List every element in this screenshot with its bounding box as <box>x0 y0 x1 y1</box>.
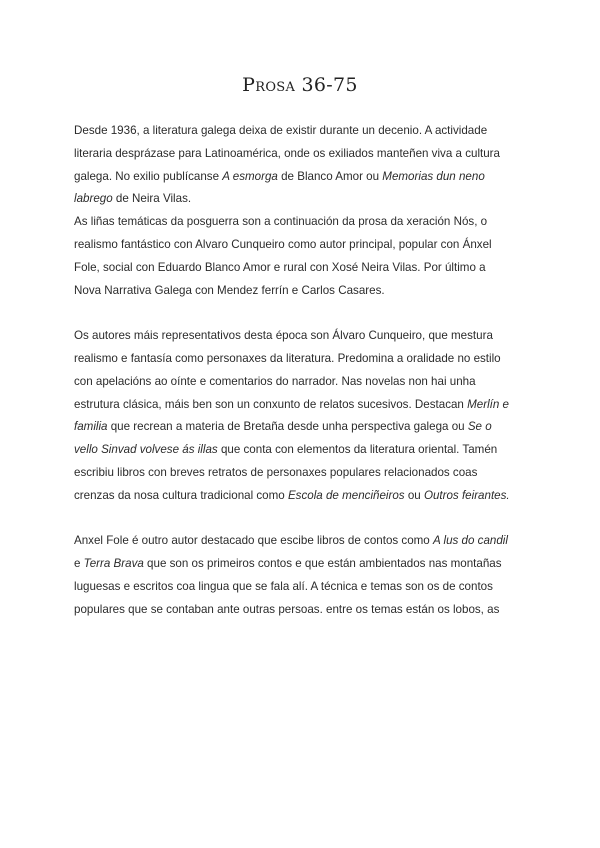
text-line <box>74 166 534 189</box>
text-run: Nova Narrativa Galega con Mendez ferrín e Carlos Casares. <box>74 283 385 297</box>
text-run: literaria desprázase para Latinoamérica, onde os exiliados manteñen viva a cultura <box>74 146 500 160</box>
italic-title: Terra Brava <box>83 557 144 571</box>
text-line <box>74 188 534 211</box>
text-run: de Neira Vilas. <box>112 192 192 206</box>
text-line <box>74 234 534 257</box>
italic-title: labrego <box>74 192 113 206</box>
text-run: crenzas da nosa cultura tradicional como <box>74 488 288 502</box>
body-text <box>74 120 534 622</box>
text-line <box>74 576 534 599</box>
text-run: luguesas e escritos coa lingua que se fala alí. A técnica e temas son os de contos <box>74 579 493 593</box>
text-run: Fole, social con Eduardo Blanco Amor e rural con Xosé Neira Vilas. Por último a <box>74 260 486 274</box>
text-line <box>74 371 534 394</box>
italic-title: A esmorga <box>222 169 278 183</box>
italic-title: Escola de menciñeiros <box>287 488 405 502</box>
text-line <box>74 462 534 485</box>
page-title: Prosa 36-75 <box>242 74 358 96</box>
paragraph-gap <box>74 302 534 325</box>
text-run: populares que se contaban ante outras persoas. entre os temas están os lobos, as <box>74 602 500 616</box>
text-line <box>74 439 534 462</box>
text-line <box>74 280 534 303</box>
text-line <box>74 348 534 371</box>
text-line <box>74 599 534 622</box>
text-run: que son os primeiros contos e que están ambientados nas montañas <box>143 557 502 571</box>
text-run: Desde 1936, a literatura galega deixa de existir durante un decenio. A actividade <box>74 124 488 137</box>
italic-title: Outros feirantes. <box>423 488 510 502</box>
text-line <box>74 143 534 166</box>
text-run: escribiu libros con breves retratos de personaxes populares relacionados coas <box>74 465 478 479</box>
text-run: con apelacións ao oínte e comentarios do narrador. Nas novelas non hai unha <box>74 374 476 388</box>
text-run: galega. No exilio publícanse <box>74 169 223 183</box>
text-run: realismo e fantasía como personaxes da literatura. Predomina a oralidade no estilo <box>74 351 501 365</box>
text-line <box>74 530 534 553</box>
italic-title: Merlín e <box>467 397 509 411</box>
text-line <box>74 211 534 234</box>
text-run: de Blanco Amor ou <box>277 169 383 183</box>
text-line <box>74 394 534 417</box>
text-line <box>74 257 534 280</box>
text-line <box>74 553 534 576</box>
text-line <box>74 325 534 348</box>
italic-title: Memorias dun neno <box>382 169 485 183</box>
text-run: realismo fantástico con Alvaro Cunqueiro como autor principal, popular con Ánxel <box>74 237 492 251</box>
italic-title: familia <box>74 420 108 434</box>
italic-title: vello Sinvad volvese ás illas <box>74 443 218 457</box>
text-line <box>74 485 534 508</box>
text-line <box>74 416 534 439</box>
text-run: Os autores máis representativos desta época son Álvaro Cunqueiro, que mestura <box>74 329 493 343</box>
text-run: ou <box>404 488 424 502</box>
text-run: que recrean a materia de Bretaña desde unha perspectiva galega ou <box>107 420 468 434</box>
text-line <box>74 120 534 143</box>
text-run: Anxel Fole é outro autor destacado que escibe libros de contos como <box>74 534 433 548</box>
text-run: e <box>74 557 84 571</box>
paragraph-gap <box>74 508 534 531</box>
text-run: As liñas temáticas da posguerra son a continuación da prosa da xeración Nós, o <box>74 215 488 229</box>
italic-title: A lus do candil <box>432 534 508 548</box>
text-run: que conta con elementos da literatura oriental. Tamén <box>217 443 498 457</box>
text-run: estrutura clásica, máis ben son un conxunto de relatos sucesivos. Destacan <box>74 397 468 411</box>
italic-title: Se o <box>467 420 492 434</box>
